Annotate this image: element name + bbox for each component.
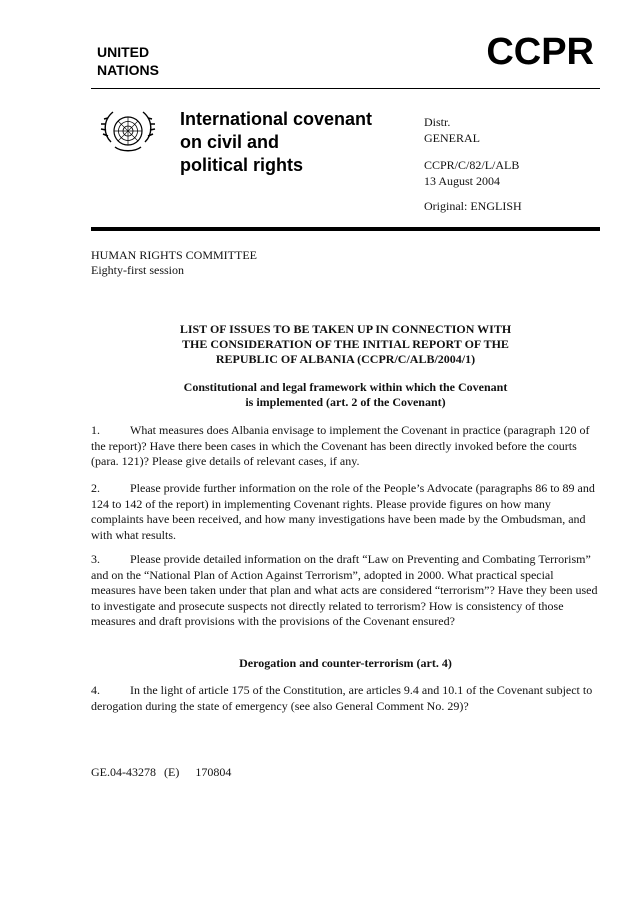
distribution-block — [424, 114, 480, 146]
framework-heading-line2: is implemented (art. 2 of the Covenant) — [245, 395, 446, 409]
main-heading-line3: REPUBLIC OF ALBANIA (CCPR/C/ALB/2004/1) — [215, 352, 476, 366]
organization-name-line2: NATIONS — [97, 62, 159, 78]
section-heading-derogation: Derogation and counter-terrorism (art. 4) — [239, 656, 452, 670]
section-heading-framework — [91, 380, 600, 410]
committee-session: Eighty-first session — [91, 263, 184, 277]
main-heading — [91, 322, 600, 367]
document-date: 13 August 2004 — [424, 174, 501, 188]
distribution-value: GENERAL — [424, 131, 480, 145]
organization-name-line1: UNITED — [97, 44, 150, 60]
paragraph-2 — [91, 481, 600, 543]
header-divider — [91, 88, 600, 89]
document-footer: GE.04-43278 (E) 170804 — [91, 765, 232, 779]
main-heading-line2: THE CONSIDERATION OF THE INITIAL REPORT OF THE — [182, 337, 509, 351]
paragraph-number: 4. — [91, 683, 100, 697]
paragraph-number: 2. — [91, 481, 100, 495]
paragraph-text: In the light of article 175 of the Constitution, are articles 9.4 and 10.1 of the Covenant subject to derogation during the state of emergency (see also General Comment No. 29)? — [91, 683, 593, 713]
document-title — [180, 108, 400, 177]
document-code: CCPR — [486, 31, 594, 73]
title-line2: on civil and — [180, 132, 280, 152]
symbol-block — [424, 157, 519, 189]
organization-name — [97, 43, 159, 79]
paragraph-number: 3. — [91, 552, 100, 566]
main-heading-line1: LIST OF ISSUES TO BE TAKEN UP IN CONNECTION WITH — [179, 322, 512, 336]
header-bottom-rule — [91, 227, 600, 231]
paragraph-text: Please provide detailed information on the draft “Law on Preventing and Combating Terrorism” and on the “National Plan of Action Against Terrorism”, adopted in 2000. What practical special measures have been taken under that plan and what acts are considered “terrorism”? Have they been used to investigate and prosecute suspects not directly related to terrorism? How is consistency of those measures and draft provisions with the provisions of the Covenant ensured? — [91, 552, 598, 628]
paragraph-text: Please provide further information on the role of the People’s Advocate (paragraphs 86 to 89 and 124 to 142 of the report) in implementing Covenant rights. Please provide figures on how many complaints have been received, and how many investigations have been made by the Ombudsman, and with what results. — [91, 481, 595, 542]
original-language: Original: ENGLISH — [424, 199, 522, 213]
title-line3: political rights — [180, 155, 304, 175]
distribution-label: Distr. — [424, 115, 451, 129]
title-line1: International covenant — [180, 109, 373, 129]
un-emblem-icon — [97, 106, 159, 162]
paragraph-text: What measures does Albania envisage to implement the Covenant in practice (paragraph 120 of the report)? Have there been cases in which the Covenant has been directly invoked before the courts (para. 121)? Please give details of relevant cases, if any. — [91, 423, 590, 468]
committee-name: HUMAN RIGHTS COMMITTEE — [91, 248, 257, 262]
document-symbol: CCPR/C/82/L/ALB — [424, 158, 520, 172]
paragraph-4 — [91, 683, 600, 714]
paragraph-number: 1. — [91, 423, 100, 437]
paragraph-3 — [91, 552, 600, 630]
paragraph-1 — [91, 423, 600, 470]
framework-heading-line1: Constitutional and legal framework within which the Covenant — [183, 380, 508, 394]
committee-block — [91, 248, 257, 278]
